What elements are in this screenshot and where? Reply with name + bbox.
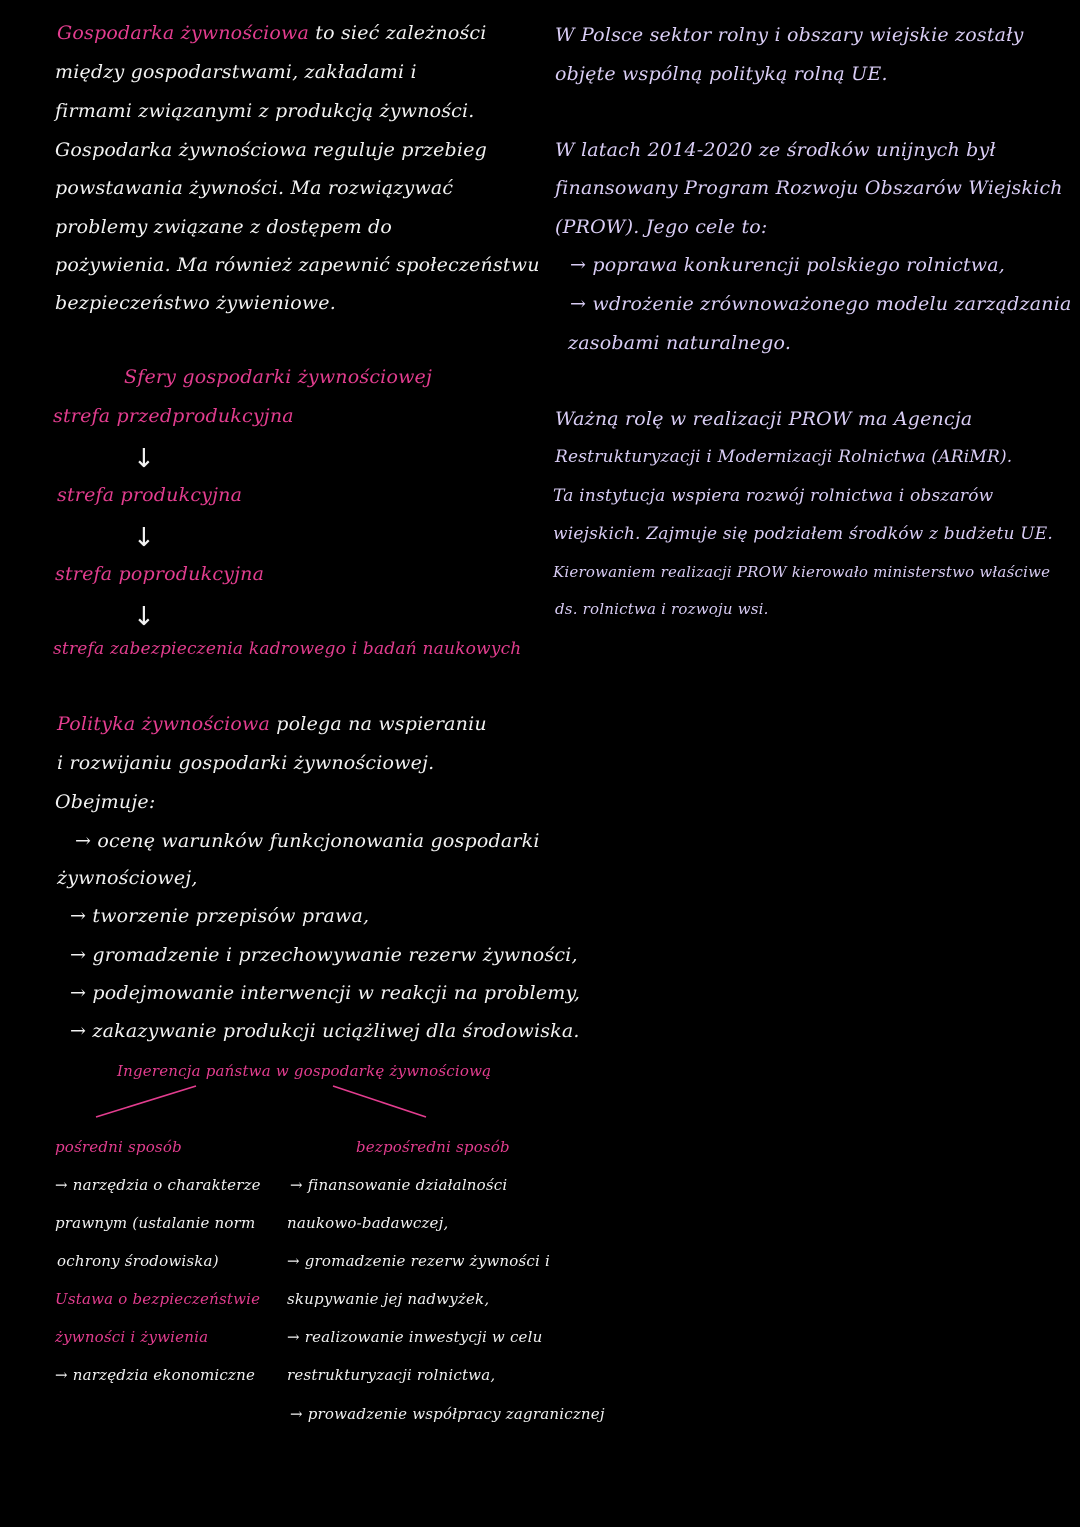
policy-first-line-rest: polega na wspieraniu: [270, 713, 487, 735]
right-goal-line: zasobami naturalnego.: [568, 332, 792, 354]
intervention-title: Ingerencja państwa w gospodarkę żywnościową: [117, 1062, 492, 1080]
arrow-right-icon: →: [70, 1020, 93, 1042]
indirect-line: ochrony środowiska): [57, 1252, 219, 1270]
indirect-line: prawnym (ustalanie norm: [55, 1214, 256, 1232]
intro-line: problemy związane z dostępem do: [55, 216, 393, 238]
term-food-policy: Polityka żywnościowa: [57, 713, 271, 735]
arrow-down-icon: ↓: [133, 523, 155, 553]
right-para2-line: W latach 2014-2020 ze środków unijnych był: [555, 139, 996, 161]
sphere-name: poprodukcyjna: [112, 563, 265, 585]
right-para3-line: Ważną rolę w realizacji PROW ma Agencja: [555, 408, 973, 430]
direct-line: → gromadzenie rezerw żywności i: [287, 1252, 550, 1270]
indirect-act-title: żywności i żywienia: [55, 1328, 209, 1346]
sphere-name: przedprodukcyjna: [110, 405, 294, 427]
intro-line: Gospodarka żywnościowa reguluje przebieg: [55, 139, 488, 161]
right-goal-line: → wdrożenie zrównoważonego modelu zarządzania: [570, 293, 1072, 315]
right-para3-line: ds. rolnictwa i rozwoju wsi.: [555, 600, 769, 618]
sphere-name: produkcyjna: [114, 484, 243, 506]
direct-line: naukowo-badawczej,: [287, 1214, 449, 1232]
arrow-right-icon: →: [70, 905, 93, 927]
intro-first-line-rest: to sieć zależności: [309, 22, 487, 44]
intro-line: firmami związanymi z produkcją żywności.: [55, 100, 475, 122]
indirect-line: → narzędzia o charakterze: [55, 1176, 261, 1194]
intro-line: bezpieczeństwo żywieniowe.: [55, 292, 336, 314]
policy-bullet-text: zakazywanie produkcji uciążliwej dla środowiska.: [92, 1020, 580, 1042]
direct-line: → finansowanie działalności: [290, 1176, 508, 1194]
policy-bullet-text: ocenę warunków funkcjonowania gospodarki: [97, 830, 540, 852]
arrow-right-icon: →: [75, 830, 98, 852]
arrow-down-icon: ↓: [133, 444, 155, 474]
right-para3-line: Kierowaniem realizacji PROW kierowało ministerstwo właściwe: [553, 563, 1051, 581]
right-para2-line: finansowany Program Rozwoju Obszarów Wiejskich: [555, 177, 1063, 199]
branch-line-right: [333, 1086, 426, 1117]
branch-line-left: [96, 1086, 196, 1117]
sphere-label: strefa: [55, 563, 113, 585]
sphere-label: strefa: [53, 405, 111, 427]
sphere-label: strefa: [53, 639, 105, 659]
spheres-title: Sfery gospodarki żywnościowej: [124, 366, 433, 388]
direct-line: → prowadzenie współpracy zagranicznej: [290, 1405, 605, 1423]
right-para2-line: (PROW). Jego cele to:: [555, 216, 768, 238]
sphere-name: zabezpieczenia kadrowego i badań naukowych: [104, 639, 522, 659]
intro-line: powstawania żywności. Ma rozwiązywać: [55, 177, 454, 199]
right-para3-line: Restrukturyzacji i Modernizacji Rolnictwa (ARiMR).: [555, 447, 1013, 467]
arrow-down-icon: ↓: [133, 602, 155, 632]
indirect-act-title: Ustawa o bezpieczeństwie: [55, 1290, 261, 1308]
arrow-right-icon: →: [70, 944, 93, 966]
indirect-line: → narzędzia ekonomiczne: [55, 1366, 256, 1384]
intro-line: między gospodarstwami, zakładami i: [55, 61, 417, 83]
term-food-economy: Gospodarka żywnościowa: [57, 22, 310, 44]
sphere-label: strefa: [57, 484, 115, 506]
right-para3-line: Ta instytucja wspiera rozwój rolnictwa i obszarów: [553, 486, 994, 506]
intro-line: pożywienia. Ma również zapewnić społeczeństwu: [55, 254, 540, 276]
policy-bullet-text: gromadzenie i przechowywanie rezerw żywności,: [92, 944, 578, 966]
direct-line: skupywanie jej nadwyżek,: [287, 1290, 490, 1308]
right-goal-line: → poprawa konkurencji polskiego rolnictwa,: [570, 254, 1006, 276]
right-para3-line: wiejskich. Zajmuje się podziałem środków z budżetu UE.: [553, 524, 1054, 544]
policy-line: i rozwijaniu gospodarki żywnościowej.: [57, 752, 435, 774]
direct-line: restrukturyzacji rolnictwa,: [287, 1366, 496, 1384]
policy-bullet-text: podejmowanie interwencji w reakcji na problemy,: [92, 982, 581, 1004]
arrow-right-icon: →: [70, 982, 93, 1004]
indirect-title: pośredni sposób: [55, 1138, 182, 1156]
right-para1-line: objęte wspólną polityką rolną UE.: [555, 63, 888, 85]
direct-title: bezpośredni sposób: [356, 1138, 510, 1156]
policy-bullet-cont: żywnościowej,: [57, 867, 198, 889]
right-para1-line: W Polsce sektor rolny i obszary wiejskie zostały: [555, 24, 1024, 46]
direct-line: → realizowanie inwestycji w celu: [287, 1328, 543, 1346]
policy-bullet-text: tworzenie przepisów prawa,: [92, 905, 370, 927]
policy-includes: Obejmuje:: [55, 791, 156, 813]
